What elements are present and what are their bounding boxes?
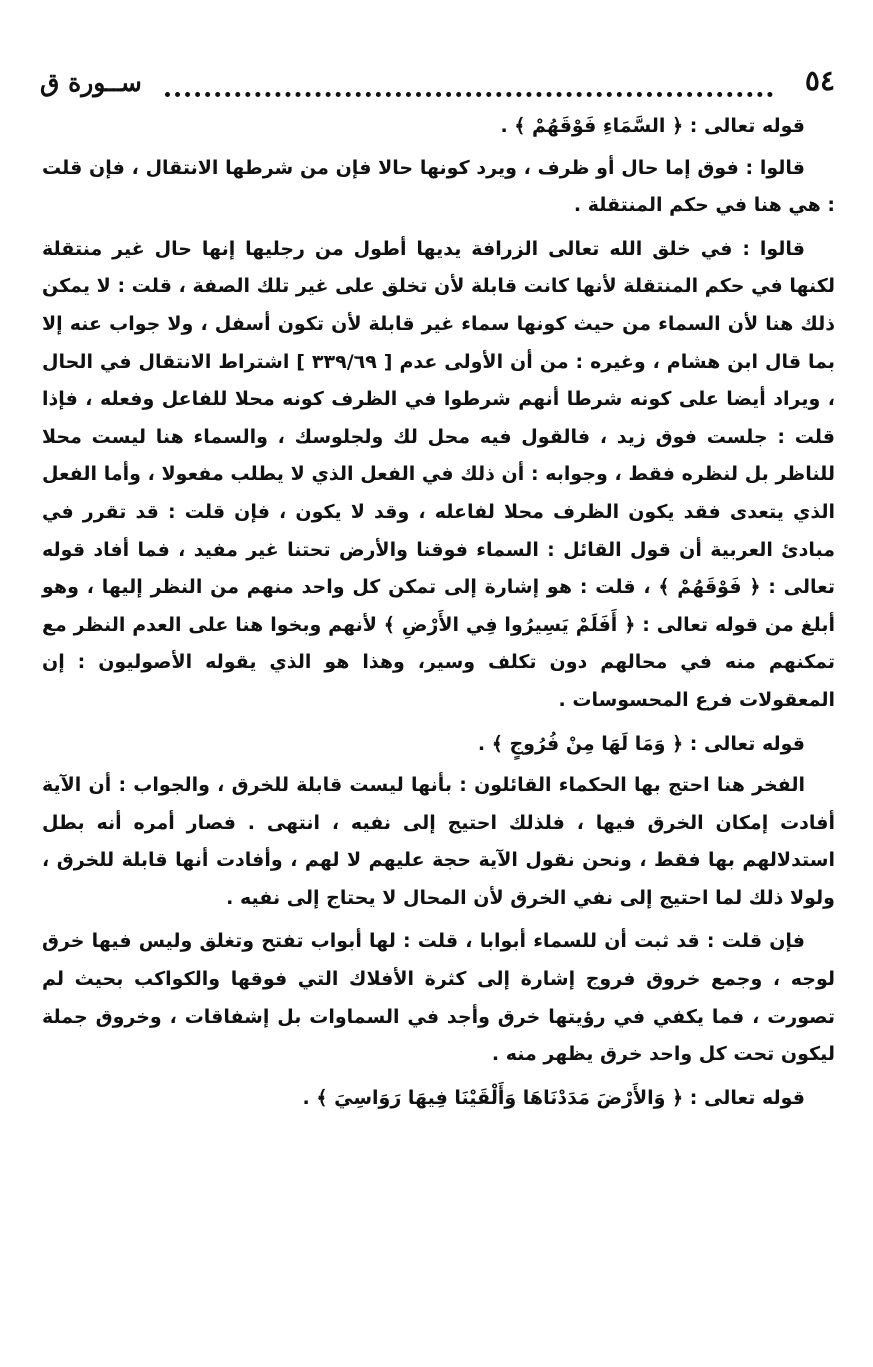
running-header <box>40 62 835 102</box>
commentary-paragraph: فإن قلت : قد ثبت أن للسماء أبوابا ، قلت : لها أبواب تفتح وتغلق وليس فيها خرق لوجه ، وجمع خروق فروج إشارة إلى كثرة الأفلاك التي فوقها والكواكب بحيث لم تصورت ، فما يكفي في رؤيتها خرق وأجد في السماوات بل إشفاقات ، وخروق جملة ليكون تحت كل واحد خرق يظهر منه . <box>42 930 835 1066</box>
commentary-paragraph: قالوا : في خلق الله تعالى الزرافة يديها أطول من رجليها إنها حال غير منتقلة لكنها في حكم المنتقلة لأنها كانت قابلة لأن تخلق على غير تلك الصفة ، قلت : لا يمكن ذلك هنا لأن السماء من حيث كونها سماء غير قابلة لأن تكون أسفل ، ولا جواب عنه إلا بما قال ابن هشام ، وغيره : من أن الأولى عدم [ ٣٣٩/٦٩ ] اشتراط الانتقال في الحال ، ويراد أيضا على كونه شرطا أنهم شرطوا في الظرف كونه محلا للفاعل وفعله ، فإذا قلت : جلست فوق زيد ، فالقول فيه محل لك ولجلوسك ، والسماء هنا ليست محلا للناظر بل لنظره فقط ، وجوابه : أن ذلك في الفعل الذي لا يطلب مفعولا ، وأما الفعل الذي يتعدى فقد يكون الظرف محلا لفاعله ، وقد لا يكون ، فإن قلت : قد تقرر في مبادئ العربية أن قول القائل : السماء فوقنا والأرض تحتنا غير مفيد ، فما أفاد قوله تعالى : ﴿ فَوْقَهُمْ ﴾ ، قلت : هو إشارة إلى تمكن كل واحد منهم من النظر إليها ، وهو أبلغ من قوله تعالى : ﴿ أَفَلَمْ يَسِيرُوا فِي الأَرْضِ ﴾ لأنهم وبخوا هنا على العدم النظر مع تمكنهم منه في محالهم دون تكلف وسير، وهذا هو الذي يقوله الأصوليون : إن المعقولات فرع المحسوسات . <box>42 237 835 711</box>
verse-citation: قوله تعالى : ﴿ وَمَا لَهَا مِنْ فُرُوجٍ ﴾ . <box>477 732 805 755</box>
commentary-paragraph: قالوا : فوق إما حال أو ظرف ، ويرد كونها حالا فإن من شرطها الانتقال ، فإن قلت : هي هنا في حكم المنتقلة . <box>42 156 835 217</box>
page-number: ٥٤ <box>804 64 835 97</box>
verse-citation: قوله تعالى : ﴿ السَّمَاءِ فَوْقَهُمْ ﴾ . <box>500 115 805 137</box>
commentary-paragraph: الفخر هنا احتج بها الحكماء القائلون : بأنها ليست قابلة للخرق ، والجواب : أن الآية أفادت إمكان الخرق فيها ، فلذلك احتيج إلى نفيه ، انتهى . فصار أمره أنه بطل استدلالهم بها فقط ، ونحن نقول الآية حجة عليهم لا لهم ، وأفادت أنها قابلة للخرق ، ولولا ذلك لما احتيج إلى نفي الخرق لأن المحال لا يحتاج إلى نفيه . <box>42 774 835 909</box>
page-body <box>42 108 835 1121</box>
verse-citation: قوله تعالى : ﴿ وَالأَرْضَ مَدَدْنَاهَا وَأَلْقَيْنَا فِيهَا رَوَاسِيَ ﴾ . <box>302 1086 805 1109</box>
dotted-leader <box>165 88 773 97</box>
surah-title: ســورة ق <box>40 68 142 97</box>
